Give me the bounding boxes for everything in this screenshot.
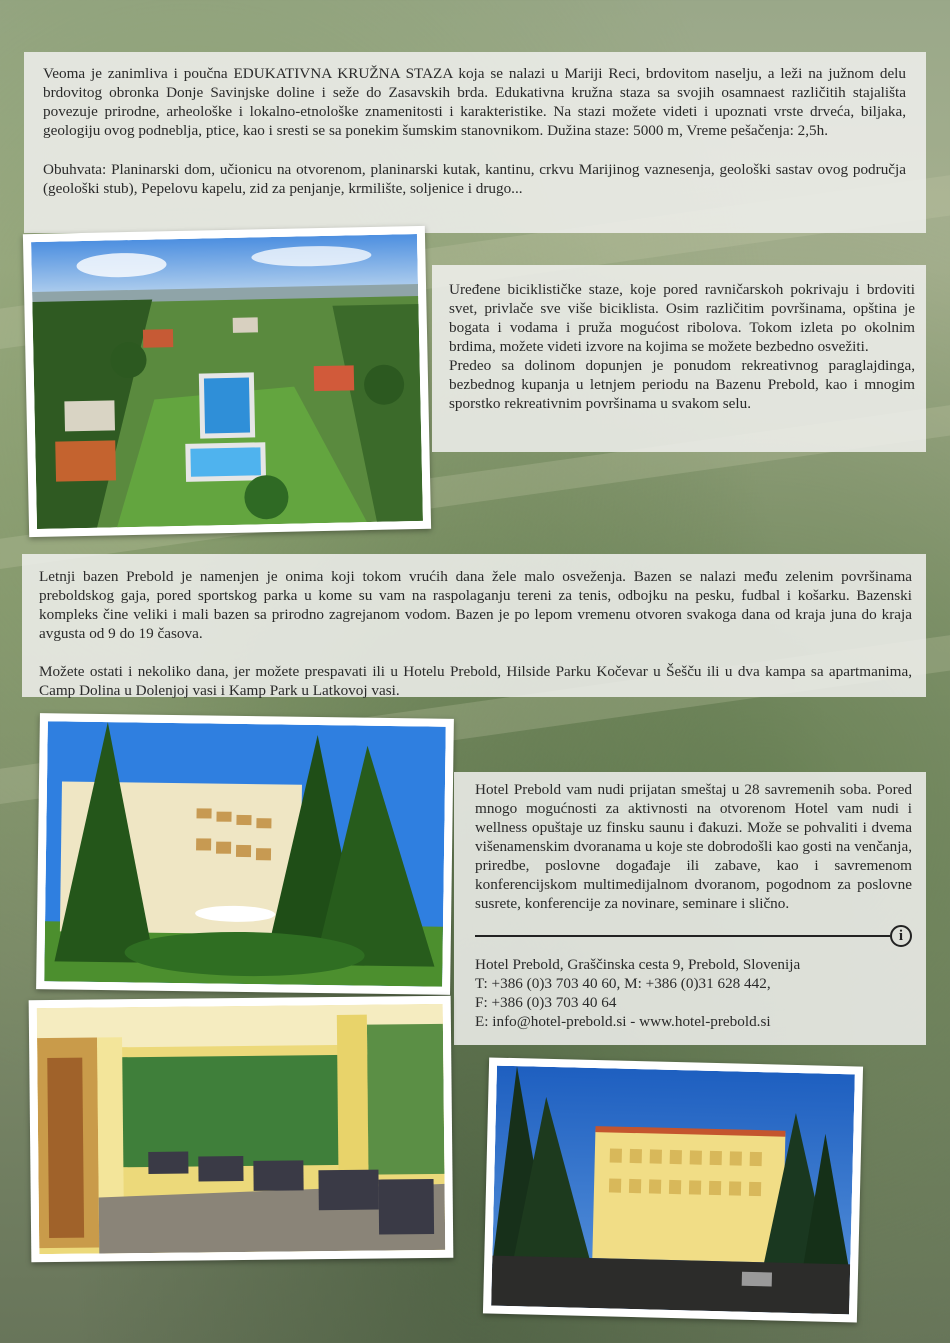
biciklisticke-staze-panel: [432, 265, 926, 452]
letnji-bazen-text: Letnji bazen Prebold je namenjen je onima koji tokom vrućih dana žele malo osveženja. Bazen se nalazi među zelenim površinama preboldskog gaja, pored sportskog parka u kome su vam na raspolaganju tereni za tenis, odbojku na pesku, fudbal i košarku. Bazenski kompleks čine veliki i mali bazen sa prirodno zagrejanom vodom. Bazen je po lepom vremenu otvoren svakoga dana od kraja juna do kraja avgusta od 9 do 19 časova.: [39, 568, 912, 642]
edukativna-staza-text: Veoma je zanimliva i poučna EDUKATIVNA KRUŽNA STAZA koja se nalazi u Mariji Reci, brdovitom naselju, a leži na južnom delu brdovitog obronka Donje Savinjske doline i seže do Zasavskih brda. Edukativna kružna staza sa svojih osamnaest različitih stajališta povezuje prirodne, arheološke i lokalno-etnološke znamenitosti i karakteristike. Na stazi možete videti i upoznati vrste drveća, biljaka, geologiju ovog podneblja, ptice, kao i sresti se sa ponekim šumskim stanovnikom. Dužina staze: 5000 m, Vreme pešačenja: 2,5h.: [43, 65, 906, 139]
letnji-bazen-panel: [22, 554, 926, 697]
predeo-text: Predeo sa dolinom dopunjen je ponudom rekreativnog paraglajdinga, bezbednog kupanja u letnjem periodu na Bazenu Prebold, kao i mnogim sporstko rekreativnim površinama u svakom selu.: [449, 357, 915, 412]
divider-line: [475, 935, 890, 937]
hotel-prebold-panel: [454, 772, 926, 1045]
hotel-evening-photo: [483, 1057, 863, 1322]
pool-aerial-photo: [23, 226, 431, 537]
info-icon: i: [890, 925, 912, 947]
hotel-fax: F: +386 (0)3 703 40 64: [475, 994, 617, 1011]
hotel-email-web: E: info@hotel-prebold.si - www.hotel-prebold.si: [475, 1013, 771, 1030]
obuhvata-text: Obuhvata: Planinarski dom, učionicu na otvorenom, planinarski kutak, kantinu, crkvu Marijinog vaznesenja, geološki sastav ovog područja (geološki stub), Pepelovu kapelu, zid za penjanje, krmilište, soljenice i drugo...: [43, 161, 906, 197]
biciklisticke-staze-text: Uređene biciklističke staze, koje pored ravničarskoh pokrivaju i brdoviti svet, privlače sve više biciklista. Osim različitim površinama, opština je bogata i vodama i pruža mogućost ribolova. Tokom izleta po okolnim brdima, možete videti izvore na kojima se možete bezbedno osvežiti.: [449, 281, 915, 355]
hotel-terrace-photo: [29, 996, 454, 1262]
contact-block: [475, 955, 912, 1031]
hotel-address: Hotel Prebold, Graščinska cesta 9, Prebold, Slovenija: [475, 956, 801, 973]
hotel-prebold-text: Hotel Prebold vam nudi prijatan smeštaj u 28 savremenih soba. Pored mnogo mogućnosti za aktivnosti na otvorenom Hotel vam nudi i wellness opuštaje uz finsku saunu i đakuzi. Može se pohvaliti i dvema višenamenskim dvoranama u koje ste dobrodošli kao gosti na venčanja, priredbe, poslovne događaje ili zabave, kao i savremenom konferencijskom multimedijalnom dvoranom, pogodnom za poslovne susrete, konferencije za novinare, seminare i slično.: [475, 781, 912, 912]
hotel-exterior-photo: [36, 713, 454, 995]
hotel-phone: T: +386 (0)3 703 40 60, M: +386 (0)31 628 442,: [475, 975, 771, 992]
info-divider: [475, 925, 912, 947]
edukativna-staza-panel: [24, 52, 926, 233]
smestaj-text: Možete ostati i nekoliko dana, jer možete prespavati ili u Hotelu Prebold, Hilside Parku Kočevar u Šešču ili u dva kampa sa apartmanima, Camp Dolina u Dolenjoj vasi i Kamp Park u Latkovoj vasi.: [39, 663, 912, 699]
